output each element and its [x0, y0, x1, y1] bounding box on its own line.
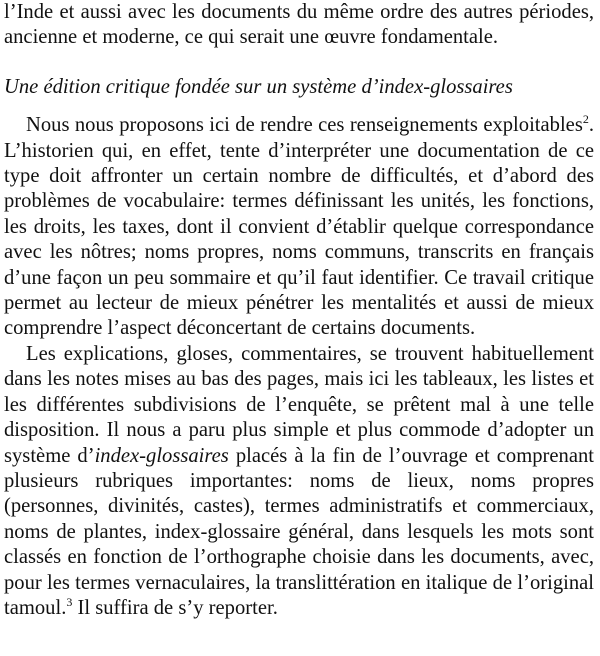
document-page	[4, 0, 594, 621]
footnote-ref-3: 3	[66, 594, 73, 609]
paragraph-2-text-before: Les explications, gloses, commentaires, se trouvent habituellement dans les notes mises au bas des pages, mais ici les tableaux, les listes et les différentes subdivisions de l’enquête, se prêtent mal à une telle disposition. Il nous a paru plus simple et plus commode d’adopter un système d’	[4, 342, 594, 467]
paragraph-2	[4, 342, 594, 621]
paragraph-1	[4, 113, 594, 342]
section-heading: Une édition critique fondée sur un système d’index-glossaires	[4, 75, 513, 98]
paragraph-2-text-after: Il suffira de s’y reporter.	[72, 596, 278, 619]
paragraph-1-text: Nous nous proposons ici de rendre ces renseignements exploitables	[26, 114, 583, 137]
footnote-ref-2: 2	[582, 112, 589, 127]
paragraph-1-text-after: . L’historien qui, en effet, tente d’interpréter une documentation de ce type doit affronter un certain nombre de difficultés, et d’abord des problèmes de vocabulaire: termes définissant les unités, les fonctions, les droits, les taxes, dont il convient d’établir quelque correspondance avec les nôtres; noms propres, noms communs, transcrits en français d’une façon un peu sommaire et qu’il faut identifier. Ce travail critique permet au lecteur de mieux pénétrer les mentalités et aussi de mieux comprendre l’aspect déconcertant de certains documents.	[4, 114, 594, 340]
continuation-paragraph	[4, 0, 594, 51]
continuation-text: l’Inde et aussi avec les documents du même ordre des autres périodes, ancienne et moderne, ce qui serait une œuvre fondamentale.	[4, 1, 594, 49]
paragraph-2-text-middle: placés à la fin de l’ouvrage et comprenant plusieurs rubriques importantes: noms de lieux, noms propres (personnes, divinités, castes), termes administratifs et commerciaux, noms de plantes, index-glossaire général, dans lesquels les mots sont classés en fonction de l’orthographe choisie dans les documents, avec, pour les termes vernaculaires, la translittération en italique de l’original tamoul.	[4, 444, 594, 619]
italic-term: index-glossaires	[94, 444, 229, 467]
